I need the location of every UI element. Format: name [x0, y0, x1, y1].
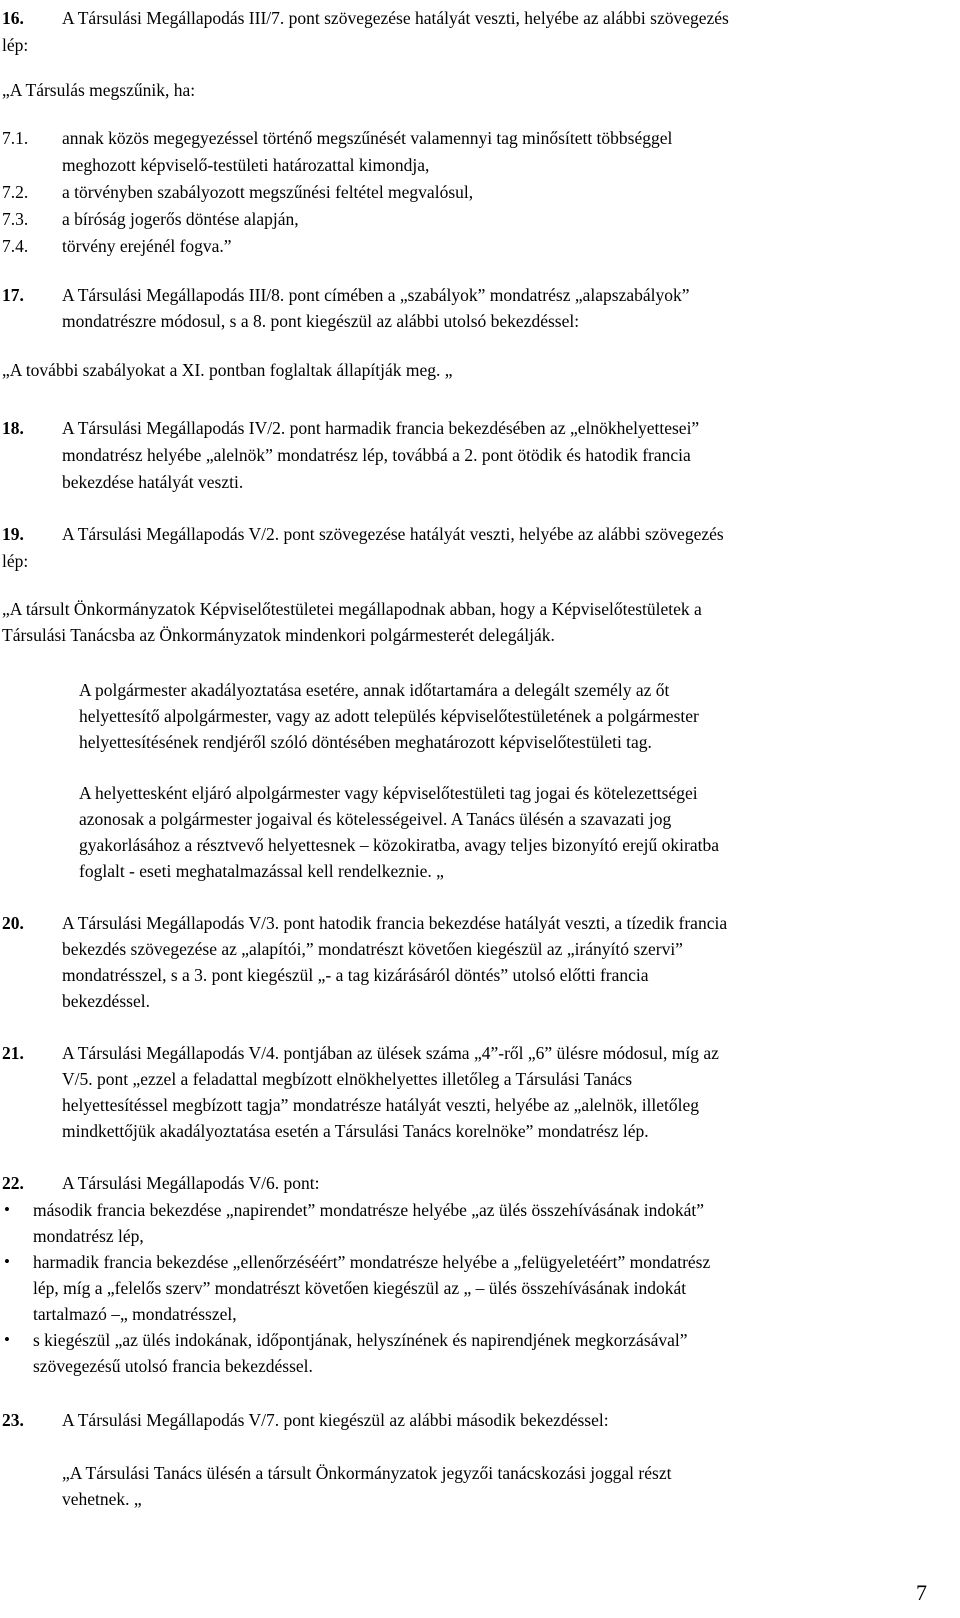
bullet-icon: • [4, 1200, 10, 1219]
sub-7-2-line: a törvényben szabályozott megszűnési feltétel megvalósul, [62, 182, 474, 202]
item-number: 18. [2, 418, 24, 438]
item-22-bullet-3-line-1: s kiegészül „az ülés indokának, időpontjának, helyszínének és napirendjének megkorzásával” [33, 1330, 688, 1350]
sub-7-1-line-1: annak közös megegyezéssel történő megszűnését valamennyi tag minősített többséggel [62, 128, 673, 148]
item-17-line-1: A Társulási Megállapodás III/8. pont címében a „szabályok” mondatrész „alapszabályok” [62, 285, 690, 305]
bullet-icon: • [4, 1330, 10, 1349]
item-20-line-4: bekezdéssel. [62, 991, 150, 1011]
item-19-para-2-line-2: azonosak a polgármester jogaival és kötelességeivel. A Tanács ülésén a szavazati jog [79, 809, 672, 829]
item-21-line-1: A Társulási Megállapodás V/4. pontjában az ülések száma „4”-ről „6” ülésre módosul, míg az [62, 1043, 719, 1063]
item-19-para-1-line-1: A polgármester akadályoztatása esetére, annak időtartamára a delegált személy az őt [79, 680, 670, 700]
item-19-para-1-line-3: helyettesítésének rendjéről szóló döntésében meghatározott képviselőtestületi tag. [79, 732, 652, 752]
item-21-line-3: helyettesítéssel megbízott tagja” mondatrésze hatályát veszti, helyébe az „alelnök, illetőleg [62, 1095, 700, 1115]
item-19-para-2-line-3: gyakorlásához a résztvevő helyettesnek – közokiratba, avagy teljes bizonyító erejű okiratba [79, 835, 719, 855]
item-22-bullet-1-line-2: mondatrész lép, [33, 1226, 144, 1246]
item-number: 17. [2, 285, 24, 305]
item-number: 22. [2, 1173, 24, 1193]
item-number: 23. [2, 1410, 24, 1430]
item-21-line-4: mindkettőjük akadályoztatása esetén a Társulási Tanács korelnöke” mondatrész lép. [62, 1121, 649, 1141]
item-16-quote: „A Társulás megszűnik, ha: [2, 80, 196, 100]
item-number: 20. [2, 913, 24, 933]
item-22-bullet-2-line-1: harmadik francia bekezdése „ellenőrzéséért” mondatrésze helyébe a „felügyeletéért” mondatrész [33, 1252, 711, 1272]
item-19-line-1: A Társulási Megállapodás V/2. pont szövegezése hatályát veszti, helyébe az alábbi szövegezés [62, 524, 724, 544]
item-19-quote-line-1: „A társult Önkormányzatok Képviselőtestületei megállapodnak abban, hogy a Képviselőtestületek a [2, 599, 702, 619]
item-21-line-2: V/5. pont „ezzel a feladattal megbízott elnökhelyettes illetőleg a Társulási Tanács [62, 1069, 633, 1089]
item-23-quote-line-2: vehetnek. „ [62, 1489, 142, 1509]
item-22-bullet-3-line-2: szövegezésű utolsó francia bekezdéssel. [33, 1356, 313, 1376]
item-22-bullet-1-line-1: második francia bekezdése „napirendet” mondatrésze helyébe „az ülés összehívásának indokát” [33, 1200, 705, 1220]
sub-number: 7.2. [2, 182, 29, 202]
item-19-line-2: lép: [2, 551, 29, 571]
item-20-line-1: A Társulási Megállapodás V/3. pont hatodik francia bekezdése hatályát veszti, a tízedik francia [62, 913, 728, 933]
item-number: 21. [2, 1043, 24, 1063]
item-22-line-1: A Társulási Megállapodás V/6. pont: [62, 1173, 320, 1193]
sub-number: 7.1. [2, 128, 29, 148]
page-number: 7 [916, 1580, 927, 1605]
bullet-icon: • [4, 1252, 10, 1271]
sub-7-4-line: törvény erejénél fogva.” [62, 236, 232, 256]
item-19-para-2-line-4: foglalt - eseti meghatalmazással kell rendelkeznie. „ [79, 861, 444, 881]
sub-7-1-line-2: meghozott képviselő-testületi határozattal kimondja, [62, 155, 430, 175]
item-16-line-1: A Társulási Megállapodás III/7. pont szövegezése hatályát veszti, helyébe az alábbi szövegezés [62, 8, 729, 28]
item-19-quote-line-2: Társulási Tanácsba az Önkormányzatok mindenkori polgármesterét delegálják. [2, 625, 555, 645]
item-18-line-3: bekezdése hatályát veszti. [62, 472, 244, 492]
item-16-line-2: lép: [2, 35, 29, 55]
item-18-line-2: mondatrész helyébe „alelnök” mondatrész lép, továbbá a 2. pont ötödik és hatodik francia [62, 445, 691, 465]
item-18-line-1: A Társulási Megállapodás IV/2. pont harmadik francia bekezdésében az „elnökhelyettesei” [62, 418, 700, 438]
item-23-quote-line-1: „A Társulási Tanács ülésén a társult Önkormányzatok jegyzői tanácskozási joggal részt [62, 1463, 672, 1483]
item-20-line-2: bekezdés szövegezése az „alapítói,” mondatrészt követően kiegészül az „irányító szervi” [62, 939, 683, 959]
item-23-line-1: A Társulási Megállapodás V/7. pont kiegészül az alábbi második bekezdéssel: [62, 1410, 609, 1430]
item-19-para-1-line-2: helyettesítő alpolgármester, vagy az adott település képviselőtestületének a polgármester [79, 706, 699, 726]
item-22-bullet-2-line-2: lép, míg a „felelős szerv” mondatrészt követően kiegészül az „ – ülés összehívásának indokát [33, 1278, 687, 1298]
sub-number: 7.4. [2, 236, 29, 256]
item-17-line-2: mondatrészre módosul, s a 8. pont kiegészül az alábbi utolsó bekezdéssel: [62, 311, 580, 331]
item-22-bullet-2-line-3: tartalmazó –„ mondatrésszel, [33, 1304, 237, 1324]
item-number: 16. [2, 8, 24, 28]
item-20-line-3: mondatrésszel, s a 3. pont kiegészül „- a tag kizárásáról döntés” utolsó előtti francia [62, 965, 649, 985]
sub-number: 7.3. [2, 209, 29, 229]
sub-7-3-line: a bíróság jogerős döntése alapján, [62, 209, 299, 229]
item-17-quote: „A további szabályokat a XI. pontban foglaltak állapítják meg. „ [2, 360, 453, 380]
item-number: 19. [2, 524, 24, 544]
item-19-para-2-line-1: A helyettesként eljáró alpolgármester vagy képviselőtestületi tag jogai és kötelezettségei [79, 783, 698, 803]
